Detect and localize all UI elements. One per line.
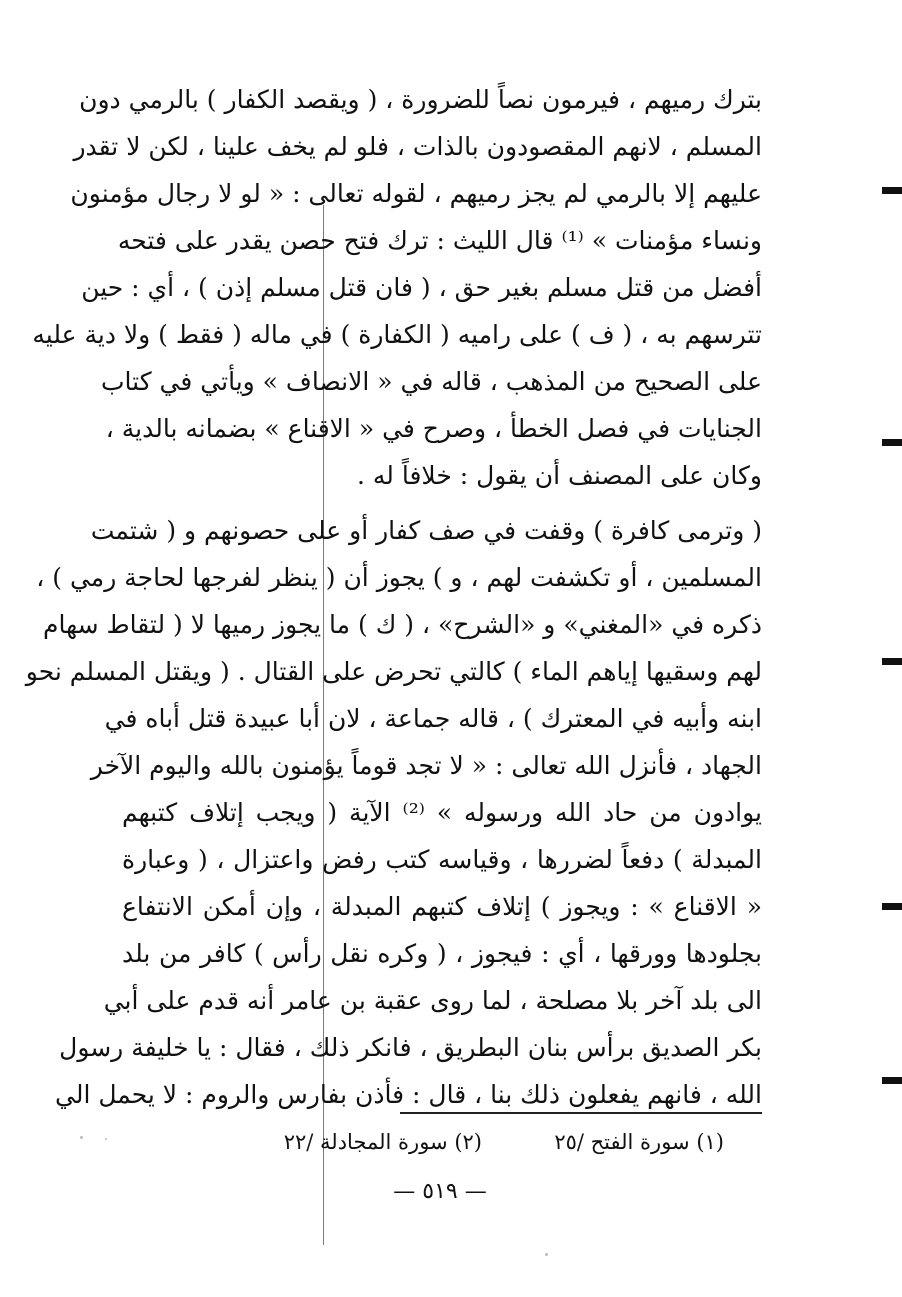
margin-mark (882, 1077, 902, 1084)
paragraph-1 (32, 76, 762, 499)
paragraph-2 (25, 507, 763, 1118)
text-line: المسلم ، لانهم المقصودون بالذات ، فلو لم يخف علينا ، لكن لا تقدر (73, 132, 762, 161)
text-line: المبدلة ) دفعاً لضررها ، وقياسه كتب رفض واعتزال ، ( وعبارة (122, 845, 762, 874)
text-line: وكان على المصنف أن يقول : خلافاً له . (357, 461, 762, 490)
scan-speck (80, 1136, 83, 1139)
margin-mark (882, 658, 902, 665)
text-line: ابنه وأبيه في المعترك ) ، قاله جماعة ، لان أبا عبيدة قتل أباه في (104, 704, 762, 733)
text-line: يوادون من حاد الله ورسوله » ⁽²⁾ الآية ( ويجب إتلاف كتبهم (122, 798, 763, 827)
text-line: أفضل من قتل مسلم بغير حق ، ( فان قتل مسلم إذن ) ، أي : حين (81, 273, 762, 302)
footnote-separator (400, 1112, 762, 1114)
text-line: عليهم إلا بالرمي لم يجز رميهم ، لقوله تعالى : « لو لا رجال مؤمنون (70, 179, 762, 208)
text-line: لهم وسقيها إياهم الماء ) كالتي تحرض على القتال . ( ويقتل المسلم نحو (25, 657, 762, 686)
margin-mark (882, 187, 902, 194)
margin-mark (882, 439, 902, 446)
text-line: تترسهم به ، ( ف ) على راميه ( الكفارة ) في ماله ( فقط ) ولا دية عليه (32, 320, 762, 349)
text-line: « الاقناع » : ويجوز ) إتلاف كتبهم المبدلة ، وإن أمكن الانتفاع (122, 892, 762, 921)
text-line: بكر الصديق برأس بنان البطريق ، فانكر ذلك ، فقال : يا خليفة رسول (59, 1033, 762, 1062)
text-line: الله ، فانهم يفعلون ذلك بنا ، قال : فأذن بفارس والروم : لا يحمل الي (55, 1080, 762, 1109)
text-line: الجنايات في فصل الخطأ ، وصرح في « الاقناع » بضمانه بالدية ، (105, 414, 762, 443)
scan-speck (105, 1138, 107, 1140)
text-line: الجهاد ، فأنزل الله تعالى : « لا تجد قوماً يؤمنون بالله واليوم الآخر (90, 751, 762, 780)
text-line: الى بلد آخر بلا مصلحة ، لما روى عقبة بن عامر أنه قدم على أبي (103, 986, 762, 1015)
scan-speck (545, 1253, 548, 1256)
text-line: ذكره في «المغني» و «الشرح» ، ( ك ) ما يجوز رميها لا ( لتقاط سهام (43, 610, 762, 639)
text-line: ( وترمى كافرة ) وقفت في صف كفار أو على حصونهم و ( شتمت (90, 516, 762, 545)
text-line: المسلمين ، أو تكشفت لهم ، و ) يجوز أن ( ينظر لفرجها لحاجة رمي ) ، (36, 563, 762, 592)
text-line: ونساء مؤمنات » ⁽¹⁾ قال الليث : ترك فتح حصن يقدر على فتحه (117, 226, 762, 255)
text-line: على الصحيح من المذهب ، قاله في « الانصاف » ويأتي في كتاب (101, 367, 762, 396)
footnote-1: (١) سورة الفتح /٢٥ (554, 1130, 724, 1154)
footnote-2: (٢) سورة المجادلة /٢٢ (283, 1130, 482, 1154)
margin-mark (882, 903, 902, 910)
page-number: — ٥١٩ — (393, 1179, 487, 1204)
text-line: بجلودها وورقها ، أي : فيجوز ، ( وكره نقل رأس ) كافر من بلد (122, 939, 762, 968)
text-line: بترك رميهم ، فيرمون نصاً للضرورة ، ( ويقصد الكفار ) بالرمي دون (79, 85, 762, 114)
